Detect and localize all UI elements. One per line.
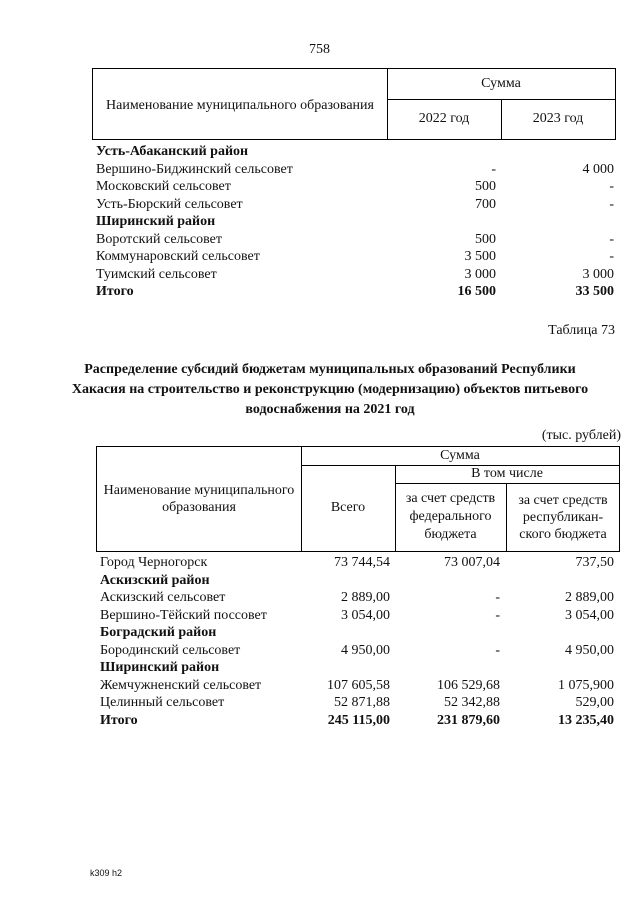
row-value-cell-v2 xyxy=(394,659,506,677)
row-name-cell: Туимский сельсовет xyxy=(96,266,217,282)
header-total: Всего xyxy=(301,465,396,551)
row-value-cell-v2: - xyxy=(495,607,500,623)
subsidy-table-header xyxy=(96,446,620,552)
row-value-cell-v2: - xyxy=(495,642,500,658)
table-row xyxy=(92,143,616,161)
row-value-cell-v2: 106 529,68 xyxy=(437,677,500,693)
row-value-cell-v3: 737,50 xyxy=(575,555,614,570)
row-value-cell-v2: - xyxy=(609,249,614,264)
table-row xyxy=(96,554,620,572)
row-value-cell-v1 xyxy=(300,572,394,590)
table-row xyxy=(92,231,616,249)
row-value-cell-v3: 3 054,00 xyxy=(565,607,614,623)
table-row xyxy=(96,659,620,677)
row-value-cell-v1: - xyxy=(491,161,496,177)
row-value-cell-v3 xyxy=(506,624,620,642)
table-row xyxy=(92,178,616,196)
table-label: Таблица 73 xyxy=(548,323,615,338)
row-name-cell: Бородинский сельсовет xyxy=(100,642,241,658)
row-value-cell-v3: 13 235,40 xyxy=(558,712,614,728)
row-value-cell-v1 xyxy=(386,213,500,231)
subsidy-table xyxy=(96,446,620,729)
row-value-cell-v1: 107 605,58 xyxy=(327,677,390,693)
row-value-cell-v2: - xyxy=(609,231,614,247)
row-name-cell: Целинный сельсовет xyxy=(100,695,225,710)
row-value-cell-v1: 245 115,00 xyxy=(327,712,390,728)
row-name-cell: Аскизский сельсовет xyxy=(100,590,226,605)
row-name-cell: Ширинский район xyxy=(100,660,220,675)
row-value-cell-v2: - xyxy=(609,196,614,212)
row-value-cell-v1: 3 054,00 xyxy=(341,607,390,623)
row-value-cell-v3 xyxy=(506,572,620,590)
row-value-cell-v3: 4 950,00 xyxy=(565,642,614,658)
row-value-cell-v2: 33 500 xyxy=(575,284,614,299)
row-value-cell-v3: 2 889,00 xyxy=(565,590,614,605)
header-year-2022: 2022 год xyxy=(387,99,502,139)
row-name-cell: Воротский сельсовет xyxy=(96,231,222,247)
header-sum: Сумма xyxy=(301,447,619,466)
row-value-cell-v1: 16 500 xyxy=(457,284,496,299)
header-federal: за счет средств федерального бюджета xyxy=(395,483,507,551)
header-name-column: Наименование муниципального образования xyxy=(97,447,302,551)
table-row xyxy=(96,694,620,712)
row-value-cell-v1: 3 500 xyxy=(464,249,496,264)
header-including: В том числе xyxy=(395,465,619,484)
table-row xyxy=(92,213,616,231)
row-name-cell: Коммунаровский сельсовет xyxy=(96,249,260,264)
table-row xyxy=(96,607,620,625)
row-name-cell: Усть-Абаканский район xyxy=(96,144,249,159)
table-row xyxy=(92,161,616,179)
row-value-cell-v3: 1 075,900 xyxy=(558,677,614,693)
continuation-table-header xyxy=(92,68,616,140)
row-value-cell-v2: - xyxy=(495,590,500,605)
row-value-cell-v1: 500 xyxy=(475,231,496,247)
continuation-table xyxy=(92,68,616,301)
header-republic: за счет средств республикан-ского бюджета xyxy=(518,492,608,542)
table-row xyxy=(92,196,616,214)
continuation-table-body xyxy=(92,143,616,301)
row-value-cell-v1 xyxy=(300,624,394,642)
row-value-cell-v2: 4 000 xyxy=(582,161,614,177)
row-name-cell: Итого xyxy=(96,284,134,299)
header-year-2023: 2023 год xyxy=(532,111,584,126)
row-name-cell: Московский сельсовет xyxy=(96,179,231,194)
header-name-column: Наименование муниципального образования xyxy=(93,69,388,139)
table-row xyxy=(92,283,616,301)
row-value-cell-v1 xyxy=(300,659,394,677)
row-value-cell-v2: 3 000 xyxy=(582,266,614,282)
row-value-cell-v2: 231 879,60 xyxy=(437,712,500,728)
row-value-cell-v1 xyxy=(386,143,500,161)
row-name-cell: Город Черногорск xyxy=(100,555,208,570)
row-value-cell-v2: 52 342,88 xyxy=(444,695,500,710)
row-value-cell-v2 xyxy=(394,624,506,642)
row-name-cell: Боградский район xyxy=(100,625,217,640)
row-value-cell-v2: 73 007,04 xyxy=(444,555,500,570)
table-row xyxy=(96,624,620,642)
row-value-cell-v1: 73 744,54 xyxy=(334,555,390,570)
table-row xyxy=(96,712,620,730)
table-row xyxy=(96,677,620,695)
document-title: Распределение субсидий бюджетам муниципальных образований Республики Хакасия на строительство и реконструкцию (модернизацию) объектов питьевого водоснабжения на 2021 год xyxy=(71,362,589,417)
row-value-cell-v2: - xyxy=(609,179,614,194)
row-value-cell-v3 xyxy=(506,659,620,677)
row-name-cell: Вершино-Тёйский поссовет xyxy=(100,607,267,623)
footer-code: k309 h2 xyxy=(90,868,123,878)
units-label: (тыс. рублей) xyxy=(541,428,621,443)
row-name-cell: Вершино-Биджинский сельсовет xyxy=(96,161,293,177)
subsidy-table-body xyxy=(96,554,620,729)
page-number: 758 xyxy=(309,42,330,57)
table-row xyxy=(96,589,620,607)
row-name-cell: Усть-Бюрский сельсовет xyxy=(96,196,243,212)
table-row xyxy=(96,572,620,590)
row-name-cell: Жемчужненский сельсовет xyxy=(100,677,262,693)
row-value-cell-v1: 52 871,88 xyxy=(334,695,390,710)
row-value-cell-v3: 529,00 xyxy=(575,695,614,710)
row-value-cell-v1: 4 950,00 xyxy=(341,642,390,658)
row-value-cell-v1: 500 xyxy=(475,179,496,194)
row-value-cell-v2 xyxy=(500,143,616,161)
row-name-cell: Итого xyxy=(100,712,138,728)
header-sum-column: Сумма xyxy=(387,69,615,100)
row-value-cell-v2 xyxy=(500,213,616,231)
table-row xyxy=(96,642,620,660)
row-name-cell: Аскизский район xyxy=(100,572,210,588)
row-name-cell: Ширинский район xyxy=(96,214,216,229)
table-row xyxy=(92,266,616,284)
row-value-cell-v2 xyxy=(394,572,506,590)
table-row xyxy=(92,248,616,266)
row-value-cell-v1: 2 889,00 xyxy=(341,590,390,605)
row-value-cell-v1: 700 xyxy=(475,196,496,212)
row-value-cell-v1: 3 000 xyxy=(464,266,496,282)
